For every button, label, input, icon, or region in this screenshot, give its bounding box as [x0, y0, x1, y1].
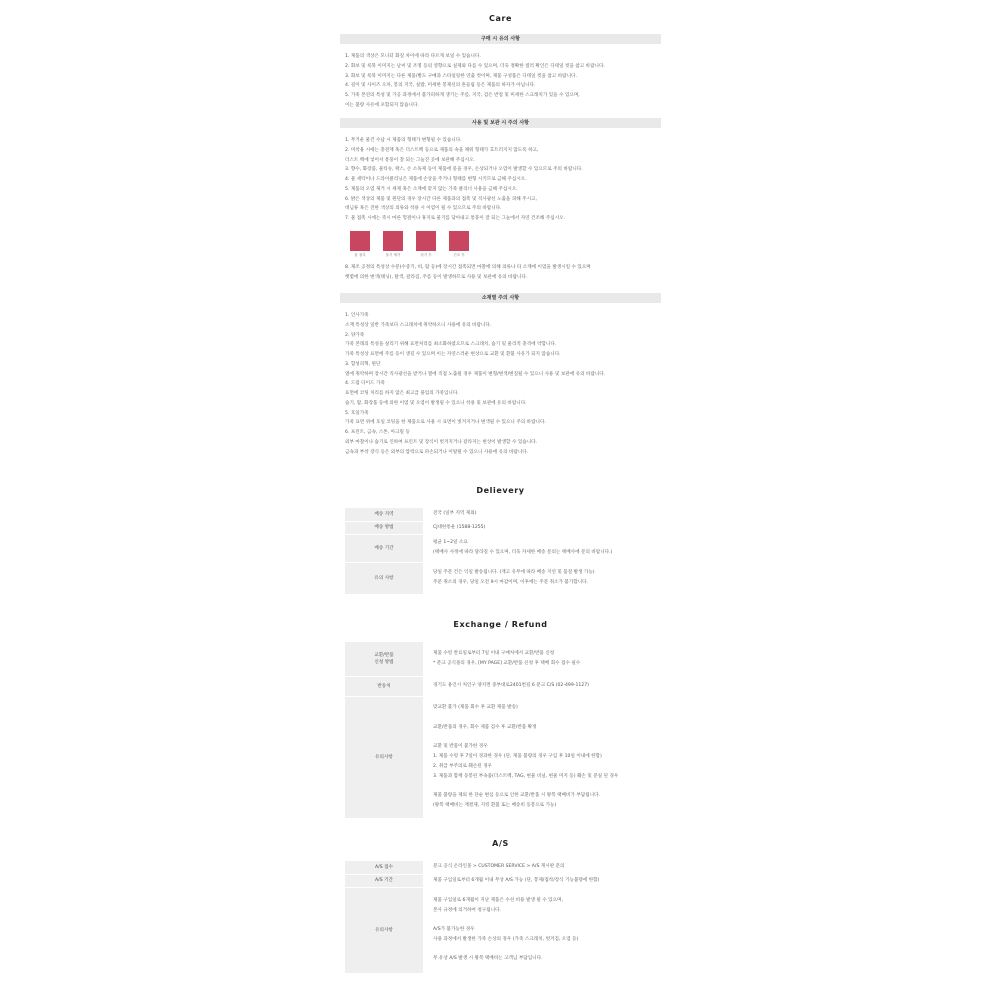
note-line: 데님류 혹은 진한 색상의 의류와 착용 시 이염이 될 수 있으므로 주의 바랍니다. — [345, 206, 502, 212]
row-value — [423, 696, 657, 818]
note-line: 7. 물 접촉 시에는 즉시 마른 헝겊이나 휴지로 물기를 닦아내고 통풍이 잘 되는 그늘에서 자연 건조해 주십시오. — [345, 216, 566, 221]
value-line: 교환/반품의 경우, 회수 제품 검수 후 교환/반품 확정 — [433, 724, 537, 730]
swatch-caption: 섞기 후 — [420, 253, 432, 257]
row-label: 유의사항 — [345, 887, 423, 973]
value-line: 교환 및 반품이 불가한 경우 — [433, 744, 488, 750]
as-title: A/S — [492, 839, 509, 848]
value-line: * 분크 공식몰의 경우, [MY PAGE] 교환/반품 신청 후 택배 회수 접수 필수 — [433, 660, 581, 666]
note-line: 3. 화보 및 룩북 이미지는 다른 제품/별도 구매과 스타일링한 연출 컷이며, 제품 구성품은 디테일 컷을 참고 바랍니다. — [345, 73, 577, 79]
row-value — [423, 508, 657, 521]
value-line — [433, 781, 657, 791]
note-line: 금속과 부착 장식 등은 외부의 압력으로 파손되거나 이탈될 수 있으니 사용에 유의 바랍니다. — [345, 449, 529, 455]
material-notes-header: 소재별 주의 사항 — [340, 293, 661, 303]
row-label: 반송처 — [345, 676, 423, 696]
row-value — [423, 887, 657, 973]
exchange-refund-table — [345, 642, 657, 819]
usage-notes-header: 사용 및 보관 시 주의 사항 — [340, 118, 661, 128]
row-value — [423, 521, 657, 534]
row-value — [423, 562, 657, 594]
value-line: 1. 제품 수령 후 7일이 경과한 경우 (단, 제품 불량의 경우 구입 후 10일 이내에 한함) — [433, 754, 602, 760]
note-line: 5. 가죽 본연의 특성 및 가공 과정에서 불가피하게 생기는 주름, 지국, 검은 반점 및 미세한 스크래치가 있을 수 있으며, — [345, 93, 580, 98]
note-line: 가죽 특성상 표면에 주름 등이 생길 수 있으며 이는 자연스러운 현상으로 교환 및 환불 사유가 되지 않습니다. — [345, 352, 561, 357]
value-line: CJ대한통운 (1588-1255) — [433, 524, 486, 530]
usage-notes-list-continued — [345, 263, 659, 283]
note-line: 4. 물 세탁이나 드라이클리닝은 제품에 손상을 주거나 형태를 변형 시키므로 금해 주십시오. — [345, 177, 527, 182]
note-line: 3. 합성피혁, 원단 — [345, 361, 381, 367]
value-line — [433, 733, 657, 743]
value-line: 당일 주문 건은 익일 발송됩니다. (재고 유무에 따라 배송 지연 및 품절 발생 가능) — [433, 570, 595, 576]
value-line: 무.유상 A/S 발생 시 왕복 택배비는 고객님 부담입니다. — [433, 956, 543, 962]
value-line — [433, 915, 657, 925]
value-line: 제품 구입일로 6개월이 지난 제품은 수선 비용 발생 될 수 있으며, — [433, 897, 563, 903]
note-line: 1. 인사가죽 — [345, 313, 369, 318]
table-row — [345, 534, 657, 562]
value-line: 경기도 용인시 처인구 양지면 중부대로2401번길 6 분크 C/S (02-499-1127) — [433, 683, 589, 689]
row-label: 배송 기간 — [345, 534, 423, 562]
note-line: 가죽 본래의 특성을 살리기 위해 표면처리를 최소화하였으므로 스크래치, 습기 및 물리적 충격에 약합니다. — [345, 342, 557, 348]
value-line: 분크 공식 온라인몰 > CUSTOMER SERVICE > A/S 게시판 문의 — [433, 864, 565, 870]
row-label: 유의 사항 — [345, 562, 423, 594]
material-notes-list — [345, 311, 659, 457]
swatch-caption: 건조 후 — [453, 253, 465, 257]
note-line: 4. 드럼 다이드 가죽 — [345, 381, 385, 387]
value-line: 제품 구입일로부터 6개월 이내 무상 A/S 가능 (단, 봉제/접착/장식 기능불량에 한함) — [433, 877, 600, 883]
value-line — [433, 945, 657, 955]
table-row — [345, 562, 657, 594]
delivery-title: Delievery — [476, 486, 525, 495]
swatch-water-contact — [350, 231, 370, 251]
value-line: 사용 과정에서 발생한 가죽 손상의 경우 (가죽 스크래치, 벗겨짐, 오염 등) — [433, 936, 579, 942]
value-line: (왕복 택배비는 재결제, 지킹 환불 또는 배송비 동봉으로 가능) — [433, 803, 557, 809]
table-row — [345, 508, 657, 521]
value-line: (택배사 사정에 따라 달라질 수 있으며, 더욱 자세한 배송 문의는 택배사에 문의 바랍니다.) — [433, 550, 613, 555]
row-label: A/S 기간 — [345, 874, 423, 887]
care-title: Care — [488, 14, 513, 23]
table-row — [345, 642, 657, 676]
note-line: 5. 호일가죽 — [345, 410, 369, 416]
note-line: 소재 특성상 일반 가죽보다 스크래치에 취약하오니 사용에 유의 바랍니다. — [345, 322, 492, 328]
swatch-after-mixing — [416, 231, 436, 251]
value-line: 2. 취급 부주의로 훼손된 경우 — [433, 763, 493, 769]
usage-notes-list — [345, 136, 659, 224]
row-value — [423, 874, 657, 887]
water-contact-swatches — [350, 231, 490, 261]
note-line: 외부 마찰이나 습기로 인하여 프린트 및 장식이 벗겨지거나 갈라지는 현상이 발생할 수 있습니다. — [345, 439, 538, 445]
note-line: 1. 무거운 물건 수납 시 제품의 형태가 변형될 수 있습니다. — [345, 138, 462, 143]
note-line: 더스트 백에 넣어서 통풍이 잘 되는 그늘진 곳에 보관해 주십시오. — [345, 157, 475, 163]
table-row — [345, 696, 657, 818]
row-label: 배송 방법 — [345, 521, 423, 534]
row-label: A/S 접수 — [345, 861, 423, 874]
note-line: 습기, 땀, 화장품 등에 의한 이염 및 오염이 발생될 수 있으니 착용 및 보관에 유의 바랍니다. — [345, 400, 527, 406]
value-line: 주문 취소의 경우, 당일 오전 9시 마감이며, 이후에는 주문 취소가 불가합니다. — [433, 580, 589, 585]
purchase-notes-list — [345, 52, 659, 111]
table-row — [345, 874, 657, 887]
value-line: 전국 (일부 지역 제외) — [433, 511, 477, 517]
note-line: 2. 미착용 시에는 충전재 혹은 더스트백 등으로 제품의 속을 채워 형태가 흐트러지지 않도록 하고, — [345, 147, 539, 153]
swatch-water-removal — [383, 231, 403, 251]
note-line: 2. 양가죽 — [345, 332, 365, 338]
note-line: 4. 길이 및 사이즈 오차, 봉의 지국, 실밥, 미세한 봉제선의 흔들림 등은 제품의 하자가 아닙니다. — [345, 83, 536, 89]
value-line: A/S가 불가능한 경우 — [433, 927, 475, 933]
value-line: 맞교환 불가 (제품 회수 후 교환 제품 발송) — [433, 705, 518, 711]
note-line: 5. 제품의 오염 제거 시 세제 혹은 소재에 맞지 않는 가죽 클리너 사용을 금해 주십시오. — [345, 186, 518, 192]
note-line: 열에 취약하며 장시간 직사광선을 받거나 열에 직접 노출될 경우 제품이 변형/변색/변질될 수 있으니 사용 및 보관에 유의 바랍니다. — [345, 371, 606, 377]
value-line: 평균 1~2일 소요 — [433, 540, 468, 546]
note-line: 6. 프린트, 금속, 스톤, 아크릴 등 — [345, 430, 410, 435]
row-label: 배송 지역 — [345, 508, 423, 521]
note-line: 이는 불량 사유에 포함되지 않습니다. — [345, 102, 419, 108]
value-line — [433, 713, 657, 723]
note-line: 가죽 표면 위에 호일 코팅을 한 제품으로 사용 시 표면이 벗겨지거나 변색될 수 있으니 주의 바랍니다. — [345, 420, 546, 426]
note-line: 표면에 코팅 처리를 하지 않은 최고급 풀업의 가죽입니다. — [345, 391, 459, 396]
value-line: 제품 불량을 제외 한 단순 변심 등으로 인한 교환/반품 시 왕복 택배비가 부담됩니다. — [433, 793, 600, 799]
table-row — [345, 887, 657, 973]
swatch-after-drying — [449, 231, 469, 251]
table-row — [345, 676, 657, 696]
value-line: 제품 수령 완료일로부터 7일 이내 구매처에서 교환/반품 신청 — [433, 650, 555, 656]
row-value — [423, 642, 657, 676]
value-line: 본사 규정에 의거하여 청구됩니다. — [433, 907, 501, 913]
note-line: 6. 밝은 색상의 제품 및 원단의 경우 장시간 다른 제품과의 접촉 및 직사광선 노출을 피해 주시고, — [345, 196, 537, 202]
note-line: 8. 제조 공정의 특성상 수분(수증기, 비, 땀 등)에 장시간 접촉되면 마찰에 의해 의류나 타 소재에 이염을 발생시킬 수 있으며 — [345, 265, 591, 270]
note-line: 3. 향수, 화장품, 물티슈, 왁스, 손 소독제 등이 제품에 묻을 경우, 손상되거나 오염이 발생할 수 있으므로 주의 바랍니다. — [345, 167, 583, 173]
note-line: 2. 화보 및 룩북 이미지는 날씨 및 조명 등의 영향으로 실제와 다를 수 있으며, 더욱 정확한 컬러 확인은 디테일 컷을 참고 바랍니다. — [345, 63, 605, 69]
row-value — [423, 861, 657, 874]
swatch-caption: 물기 제거 — [385, 253, 401, 257]
row-label: 교환/반품 신청 방법 — [345, 642, 423, 676]
value-line: 3. 제품과 함께 동봉된 부속품(더스트백, TAG, 현물 비닐, 현물 미지 등) 훼손 및 분실 된 경우 — [433, 773, 619, 779]
row-value — [423, 534, 657, 562]
exchange-refund-title: Exchange / Refund — [453, 620, 548, 629]
row-value — [423, 676, 657, 696]
as-table — [345, 861, 657, 974]
table-row — [345, 861, 657, 874]
swatch-caption: 물 접촉 — [354, 253, 366, 257]
row-label: 유의사항 — [345, 696, 423, 818]
note-line: 햇볕에 의한 변색(태닝), 탈색, 갈라짐, 주름 등이 발생하므로 사용 및 보관에 유의 바랍니다. — [345, 274, 528, 280]
purchase-notes-header: 구매 시 유의 사항 — [340, 34, 661, 44]
note-line: 1. 제품의 색상은 모니터 화질 차이에 따라 다르게 보일 수 있습니다. — [345, 54, 481, 59]
table-row — [345, 521, 657, 534]
delivery-table — [345, 508, 657, 595]
